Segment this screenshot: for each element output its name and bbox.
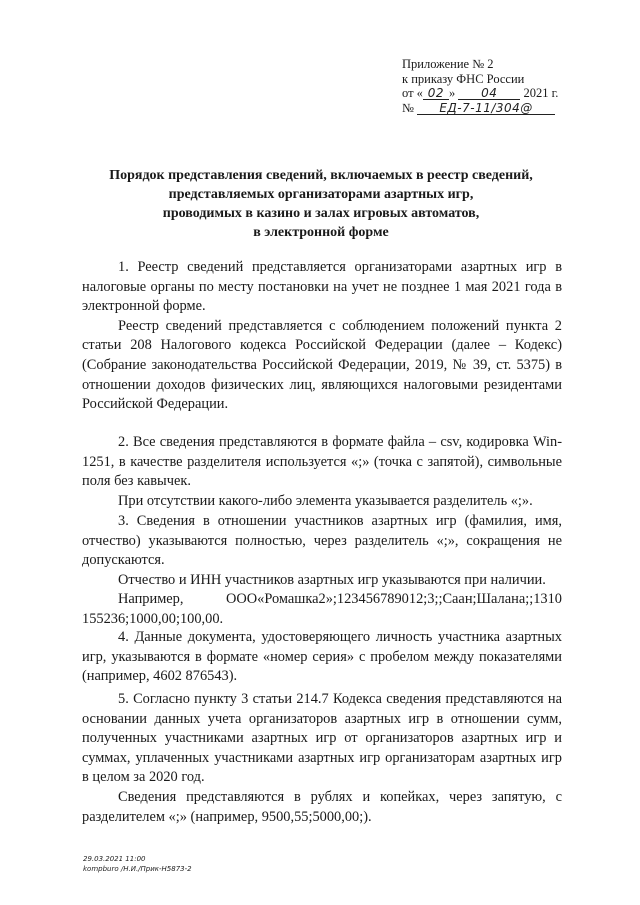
paragraph-3-2: Отчество и ИНН участников азартных игр указываются при наличии. xyxy=(118,571,546,588)
paragraph-2: 2. Все сведения представляются в формате файла – csv, кодировка Win-1251, в качестве разделителя используется «;» (точка с запятой), символьные поля без кавычек. xyxy=(82,434,562,490)
number-prefix: № xyxy=(402,100,414,115)
example-line xyxy=(82,590,562,610)
order-number-handwritten: ЕД-7-11/304@ xyxy=(417,102,555,115)
title-line-4: в электронной форме xyxy=(253,225,389,240)
section-4 xyxy=(82,628,562,687)
appendix-number-line xyxy=(402,101,558,116)
footer-timestamp: 29.03.2021 11:00 xyxy=(83,855,146,863)
appendix-order-ref: к приказу ФНС России xyxy=(402,71,525,86)
section-3 xyxy=(82,512,562,630)
paragraph-2-2: При отсутствии какого-либо элемента указывается разделитель «;». xyxy=(118,492,533,509)
section-2 xyxy=(82,433,562,511)
title-line-3: проводимых в казино и залах игровых автоматов, xyxy=(162,206,480,221)
paragraph-1: 1. Реестр сведений представляется организаторами азартных игр в налоговые органы по месту постановки на учет не позднее 1 мая 2021 года в электронной форме. xyxy=(82,259,562,315)
date-prefix: от « xyxy=(402,86,423,100)
date-month-handwritten: 04 xyxy=(458,87,520,100)
document-footer xyxy=(83,854,192,874)
appendix-title: Приложение № 2 xyxy=(402,57,494,71)
example-label: Например, xyxy=(118,591,184,608)
appendix-block xyxy=(402,57,558,115)
date-day-handwritten: 02 xyxy=(423,87,449,100)
example-continuation: 155236;1000,00;100,00. xyxy=(82,610,224,627)
date-mid: » xyxy=(448,86,456,100)
paragraph-3: 3. Сведения в отношении участников азартных игр (фамилия, имя, отчество) указываются полностью, через разделитель «;», сокращения не допускаются. xyxy=(82,513,562,569)
footer-file-ref: kompburo /Н.И./Прик-Н5873-2 xyxy=(83,865,192,873)
title-line-1: Порядок представления сведений, включаемых в реестр сведений, xyxy=(109,168,533,183)
section-5 xyxy=(82,690,562,827)
paragraph-5-2: Сведения представляются в рублях и копейках, через запятую, с разделителем «;» (например, 9500,55;5000,00;). xyxy=(82,788,562,825)
paragraph-5: 5. Согласно пункту 3 статьи 214.7 Кодекса сведения представляются на основании данных учета организаторов азартных игр в отношении сумм, полученных участниками азартных игр от организаторов азартных игр и суммах, уплаченных участниками азартных игр организаторам азартных игр в целом за 2020 год. xyxy=(82,691,562,786)
appendix-date-line xyxy=(402,86,558,101)
document-title xyxy=(80,166,562,242)
paragraph-4: 4. Данные документа, удостоверяющего личность участника азартных игр, указываются в формате «номер серия» с пробелом между показателями (например, 4602 876543). xyxy=(82,629,562,685)
example-value: ООО«Ромашка2»;123456789012;3;;Саан;Шалана;;1310 xyxy=(225,591,562,608)
section-1 xyxy=(82,258,562,415)
paragraph-1-2: Реестр сведений представляется с соблюдением положений пункта 2 статьи 208 Налогового кодекса Российской Федерации (далее – Кодекс) (Собрание законодательства Российской Федерации, 2019, № 39, ст. 5375) в отношении доходов физических лиц, являющихся налоговыми резидентами Российской Федерации. xyxy=(82,317,562,413)
date-year: 2021 г. xyxy=(523,86,559,100)
title-line-2: представляемых организаторами азартных игр, xyxy=(168,187,474,202)
